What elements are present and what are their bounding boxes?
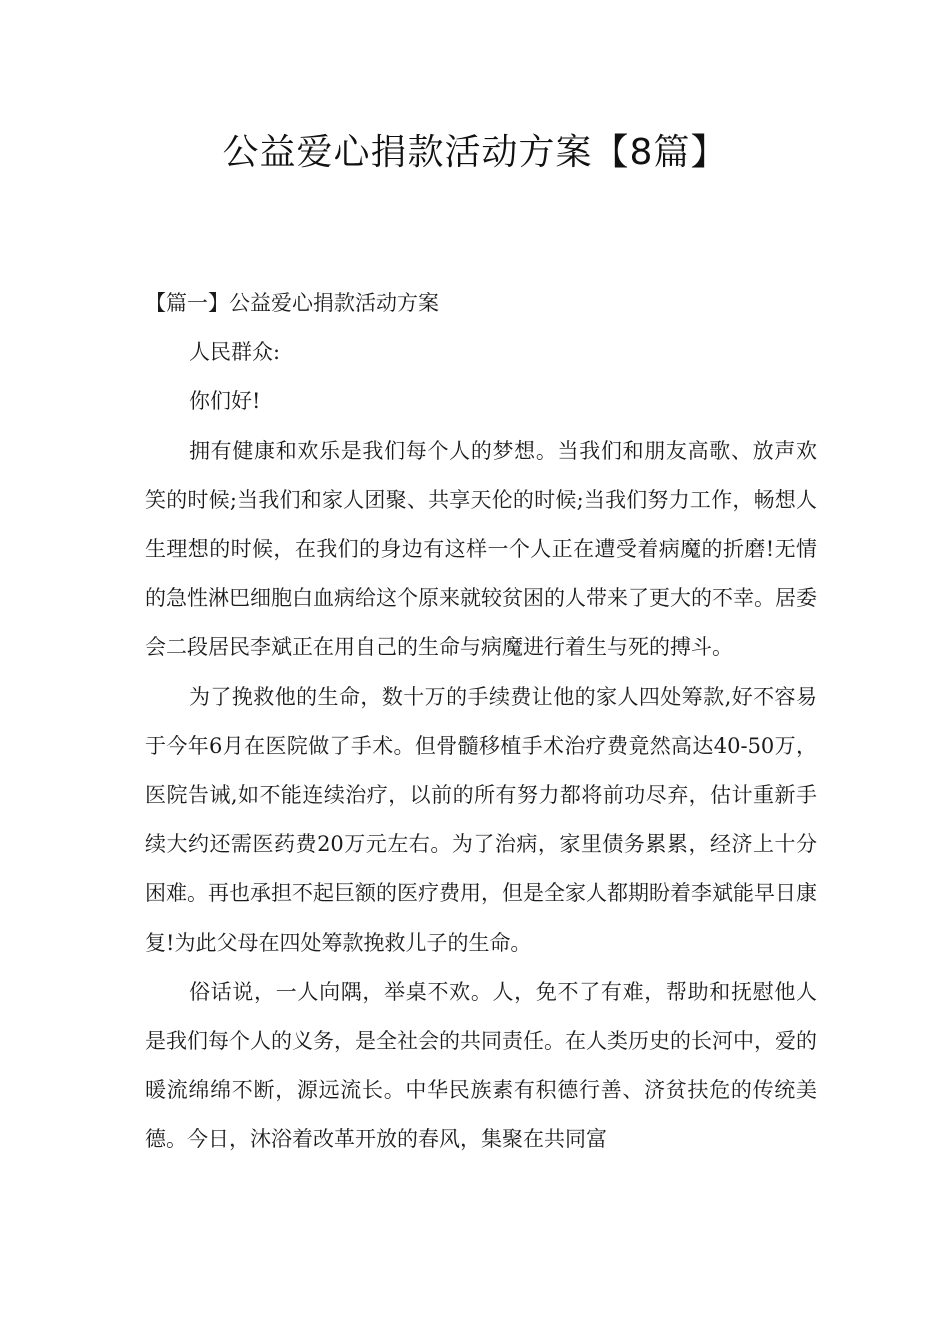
paragraph-salutation: 人民群众: bbox=[189, 340, 281, 365]
document-body bbox=[145, 279, 817, 1165]
paragraph-greeting: 你们好! bbox=[189, 389, 261, 414]
section-heading: 【篇一】公益爱心捐款活动方案 bbox=[145, 291, 439, 315]
paragraph-body-2: 为了挽救他的生命，数十万的手续费让他的家人四处筹款,好不容易于今年6月在医院做了手术。但骨髓移植手术治疗费竟然高达40-50万，医院告诫,如不能连续治疗，以前的所有努力都将前功尽弃，估计重新手续大约还需医药费20万元左右。为了治病，家里债务累累，经济上十分困难。再也承担不起巨额的医疗费用，但是全家人都期盼着李斌能早日康复!为此父母在四处筹款挽救儿子的生命。 bbox=[145, 684, 817, 955]
paragraph-body-1: 拥有健康和欢乐是我们每个人的梦想。当我们和朋友高歌、放声欢笑的时候;当我们和家人团聚、共享天伦的时候;当我们努力工作，畅想人生理想的时候，在我们的身边有这样一个人正在遭受着病魔的折磨!无情的急性淋巴细胞白血病给这个原来就较贫困的人带来了更大的不幸。居委会二段居民李斌正在用自己的生命与病魔进行着生与死的搏斗。 bbox=[145, 438, 817, 660]
paragraph-body-3: 俗话说，一人向隅，举桌不欢。人，免不了有难，帮助和抚慰他人是我们每个人的义务，是全社会的共同责任。在人类历史的长河中，爱的暖流绵绵不断，源远流长。中华民族素有积德行善、济贫扶危的传统美德。今日，沐浴着改革开放的春风，集聚在共同富 bbox=[145, 979, 817, 1152]
document-title: 公益爱心捐款活动方案【8篇】 bbox=[222, 132, 728, 173]
